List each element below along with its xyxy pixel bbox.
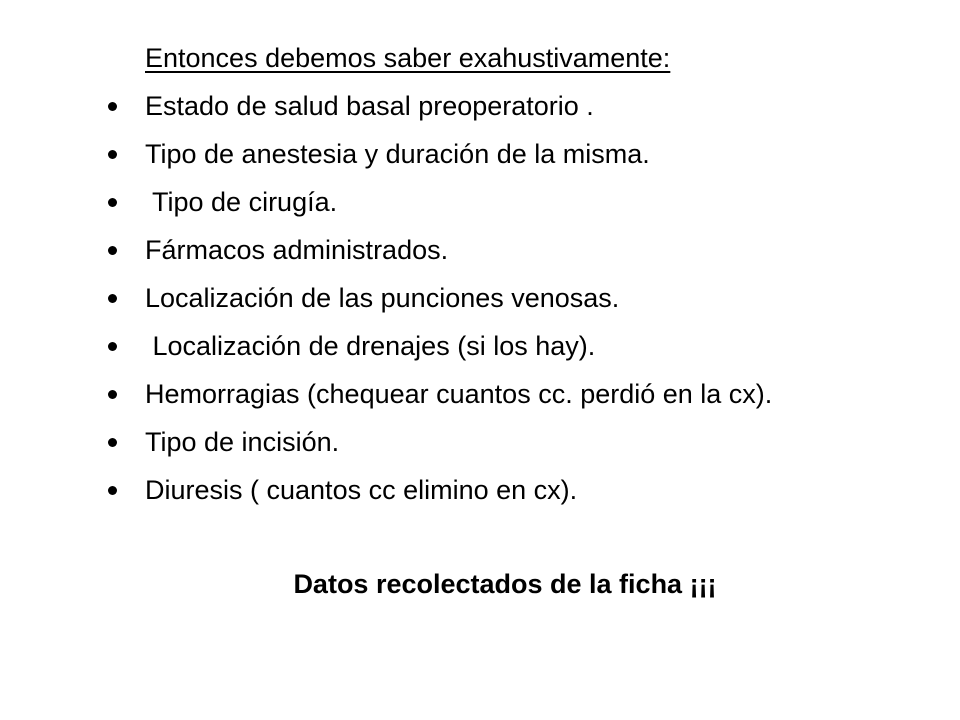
footer-note: Datos recolectados de la ficha ¡¡¡: [293, 569, 717, 599]
bullet-dot-icon: [108, 294, 117, 303]
bullet-text: Diuresis ( cuantos cc elimino en cx).: [145, 475, 578, 505]
bullet-text: Localización de las punciones venosas.: [145, 283, 620, 313]
bullet-dot-icon: [108, 198, 117, 207]
bullet-dot-icon: [108, 150, 117, 159]
bullet-dot-icon: [108, 102, 117, 111]
bullet-text: Fármacos administrados.: [145, 235, 449, 265]
bullet-dot-icon: [108, 246, 117, 255]
bullet-text: Tipo de anestesia y duración de la misma.: [145, 139, 650, 169]
bullet-dot-icon: [108, 390, 117, 399]
bullet-text: Hemorragias (chequear cuantos cc. perdió en la cx).: [145, 379, 773, 409]
bullet-dot-icon: [108, 438, 117, 447]
slide-heading: Entonces debemos saber exahustivamente:: [145, 43, 671, 73]
bullet-dot-icon: [108, 342, 117, 351]
bullet-text: Tipo de cirugía.: [145, 187, 338, 217]
bullet-text: Tipo de incisión.: [145, 427, 340, 457]
bullet-dot-icon: [108, 486, 117, 495]
bullet-text: Estado de salud basal preoperatorio .: [145, 91, 594, 121]
bullet-text: Localización de drenajes (si los hay).: [145, 331, 596, 361]
